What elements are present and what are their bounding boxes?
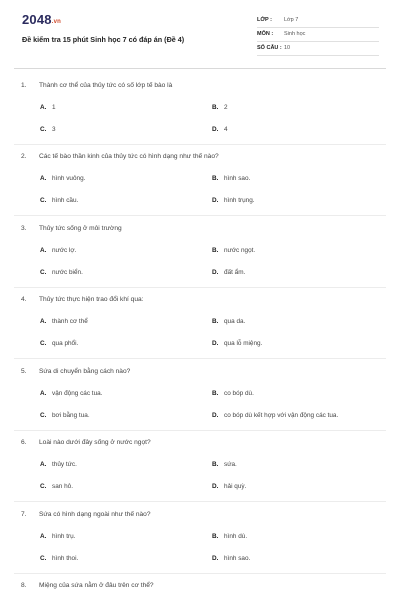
option-letter: B. <box>212 390 219 397</box>
option-letter: D. <box>212 555 219 562</box>
question-number: 3. <box>21 225 27 232</box>
option-letter: D. <box>212 483 219 490</box>
meta-class-row <box>257 14 379 28</box>
option-b[interactable] <box>212 461 237 468</box>
option-letter: B. <box>212 533 219 540</box>
question-body: Thủy tức thực hiện trao đổi khí qua: <box>39 296 144 303</box>
option-letter: C. <box>40 126 47 133</box>
meta-subject-value: Sinh học <box>284 31 306 37</box>
question-divider <box>14 144 386 145</box>
question-text <box>21 368 130 375</box>
option-text: 4 <box>224 126 228 133</box>
option-a[interactable] <box>40 461 77 468</box>
option-letter: A. <box>40 461 47 468</box>
option-letter: B. <box>212 175 219 182</box>
option-text: hình trụ. <box>52 533 76 540</box>
option-b[interactable] <box>212 318 245 325</box>
option-letter: C. <box>40 412 47 419</box>
question-divider <box>14 215 386 216</box>
meta-class-value: Lớp 7 <box>284 17 299 23</box>
meta-count-row <box>257 42 379 56</box>
option-letter: B. <box>212 247 219 254</box>
option-letter: A. <box>40 247 47 254</box>
option-d[interactable] <box>212 197 255 204</box>
option-letter: A. <box>40 390 47 397</box>
option-text: hải quỳ. <box>224 483 247 490</box>
option-a[interactable] <box>40 318 88 325</box>
meta-class-label: LỚP : <box>257 17 272 23</box>
option-a[interactable] <box>40 533 75 540</box>
option-letter: C. <box>40 340 47 347</box>
option-c[interactable] <box>40 412 90 419</box>
option-text: sứa. <box>224 461 237 468</box>
option-letter: A. <box>40 175 47 182</box>
option-letter: B. <box>212 461 219 468</box>
option-d[interactable] <box>212 340 262 347</box>
option-d[interactable] <box>212 483 246 490</box>
question-number: 2. <box>21 153 27 160</box>
option-text: hình thoi. <box>52 555 79 562</box>
question-body: Thành cơ thể của thủy tức có số lớp tế bào là <box>39 82 173 89</box>
question-body: Loài nào dưới đây sống ở nước ngọt? <box>39 439 151 446</box>
option-text: thủy tức. <box>52 461 77 468</box>
option-text: co bóp dù. <box>224 390 254 397</box>
option-c[interactable] <box>40 197 78 204</box>
option-text: 3 <box>52 126 56 133</box>
option-text: hình sao. <box>224 175 251 182</box>
question-divider <box>14 430 386 431</box>
option-d[interactable] <box>212 412 338 419</box>
option-text: qua phổi. <box>52 340 79 347</box>
option-b[interactable] <box>212 533 247 540</box>
meta-count-label: SỐ CÂU : <box>257 45 282 51</box>
option-text: hình sao. <box>224 555 251 562</box>
option-letter: D. <box>212 126 219 133</box>
option-text: qua lỗ miệng. <box>224 340 263 347</box>
option-letter: D. <box>212 412 219 419</box>
option-letter: B. <box>212 104 219 111</box>
option-text: co bóp dù kết hợp với vận động các tua. <box>224 412 339 419</box>
logo-suffix: .vn <box>51 19 62 25</box>
option-b[interactable] <box>212 175 250 182</box>
question-divider <box>14 287 386 288</box>
test-title: Đề kiểm tra 15 phút Sinh học 7 có đáp án (Đề 4) <box>22 35 185 44</box>
question-number: 7. <box>21 511 27 518</box>
option-letter: A. <box>40 104 47 111</box>
option-text: nước lợ. <box>52 247 77 254</box>
question-divider <box>14 501 386 502</box>
option-letter: C. <box>40 483 47 490</box>
option-d[interactable] <box>212 126 228 133</box>
question-text <box>21 511 151 518</box>
question-body: Sứa có hình dạng ngoài như thế nào? <box>39 511 151 518</box>
site-logo[interactable] <box>22 12 61 27</box>
option-letter: D. <box>212 197 219 204</box>
header-divider <box>14 68 386 69</box>
option-a[interactable] <box>40 247 76 254</box>
option-text: vận động các tua. <box>52 390 103 397</box>
option-a[interactable] <box>40 104 56 111</box>
question-number: 1. <box>21 82 27 89</box>
question-number: 8. <box>21 582 27 589</box>
option-text: hình dù. <box>224 533 248 540</box>
option-text: hình vuông. <box>52 175 86 182</box>
question-text <box>21 225 122 232</box>
option-c[interactable] <box>40 483 73 490</box>
meta-subject-label: MÔN : <box>257 31 274 37</box>
option-text: san hô. <box>52 483 73 490</box>
meta-count-value: 10 <box>284 45 291 51</box>
option-text: đất ẩm. <box>224 269 246 276</box>
question-divider <box>14 573 386 574</box>
question-body: Sứa di chuyển bằng cách nào? <box>39 368 131 375</box>
option-c[interactable] <box>40 555 78 562</box>
meta-subject-row <box>257 28 379 42</box>
question-text <box>21 153 219 160</box>
option-text: nước biển. <box>52 269 83 276</box>
question-body: Các tế bào thần kinh của thủy tức có hình dạng như thế nào? <box>39 153 219 160</box>
option-b[interactable] <box>212 104 228 111</box>
question-number: 4. <box>21 296 27 303</box>
option-d[interactable] <box>212 555 250 562</box>
option-c[interactable] <box>40 126 56 133</box>
option-text: 1 <box>52 104 56 111</box>
logo-text: 2048 <box>22 12 52 27</box>
option-d[interactable] <box>212 269 245 276</box>
option-text: nước ngọt. <box>224 247 256 254</box>
question-divider <box>14 358 386 359</box>
option-text: 2 <box>224 104 228 111</box>
option-c[interactable] <box>40 269 83 276</box>
option-text: bơi bằng tua. <box>52 412 90 419</box>
option-text: thành cơ thể <box>52 318 88 325</box>
option-b[interactable] <box>212 247 255 254</box>
option-letter: B. <box>212 318 219 325</box>
option-c[interactable] <box>40 340 78 347</box>
option-letter: D. <box>212 340 219 347</box>
option-b[interactable] <box>212 390 254 397</box>
option-letter: C. <box>40 269 47 276</box>
question-body: Thủy tức sống ở môi trường <box>39 225 122 232</box>
question-number: 5. <box>21 368 27 375</box>
option-letter: C. <box>40 197 47 204</box>
question-text <box>21 439 151 446</box>
question-text <box>21 296 144 303</box>
option-letter: D. <box>212 269 219 276</box>
option-letter: A. <box>40 533 47 540</box>
question-text <box>21 82 172 89</box>
option-text: hình trụng. <box>224 197 255 204</box>
option-text: hình cầu. <box>52 197 79 204</box>
question-text <box>21 582 154 589</box>
option-a[interactable] <box>40 390 102 397</box>
option-a[interactable] <box>40 175 85 182</box>
option-letter: A. <box>40 318 47 325</box>
question-number: 6. <box>21 439 27 446</box>
option-text: qua da. <box>224 318 246 325</box>
question-body: Miệng của sứa nằm ở đâu trên cơ thể? <box>39 582 154 589</box>
option-letter: C. <box>40 555 47 562</box>
